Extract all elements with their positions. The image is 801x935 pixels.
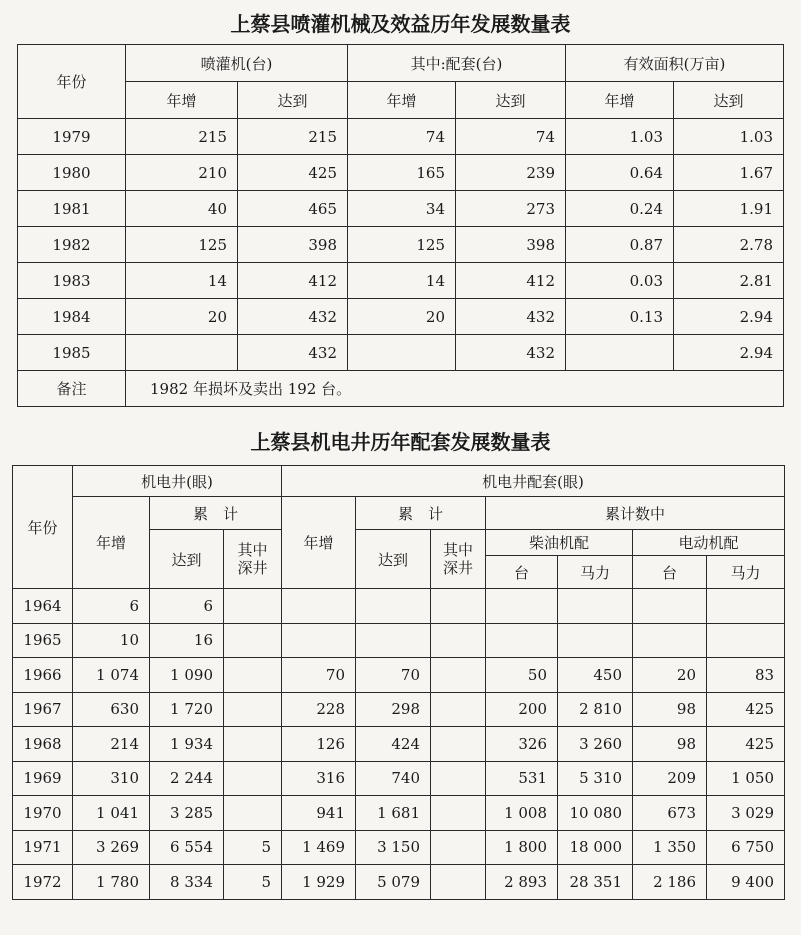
table-row bbox=[13, 727, 785, 762]
sprinkler-annual-cell bbox=[126, 335, 238, 371]
diesel-hp-cell: 450 bbox=[558, 658, 633, 693]
wells-header: 机电井(眼) bbox=[73, 466, 282, 497]
diesel-hp-cell bbox=[558, 589, 633, 624]
year-cell: 1970 bbox=[13, 796, 73, 831]
reach-header: 达到 bbox=[150, 530, 224, 589]
wells-annual-cell: 3 269 bbox=[73, 830, 150, 865]
year-cell: 1968 bbox=[13, 727, 73, 762]
wells-reach-cell: 1 934 bbox=[150, 727, 224, 762]
matching-reach-cell bbox=[356, 623, 431, 658]
matching-deep-cell bbox=[431, 692, 486, 727]
sprinkler-annual-cell: 14 bbox=[126, 263, 238, 299]
electric-hp-cell: 6 750 bbox=[707, 830, 785, 865]
sprinkler-reach-cell: 432 bbox=[238, 335, 348, 371]
matching-reach-cell: 412 bbox=[456, 263, 566, 299]
electric-units-cell: 1 350 bbox=[633, 830, 707, 865]
matching-annual-cell: 941 bbox=[282, 796, 356, 831]
wells-reach-cell: 2 244 bbox=[150, 761, 224, 796]
table-row bbox=[18, 227, 784, 263]
table-row bbox=[18, 299, 784, 335]
matching-annual-cell: 20 bbox=[348, 299, 456, 335]
year-cell: 1966 bbox=[13, 658, 73, 693]
year-header: 年份 bbox=[13, 466, 73, 589]
area-annual-cell: 0.87 bbox=[566, 227, 674, 263]
diesel-units-cell: 50 bbox=[486, 658, 558, 693]
reach-header: 达到 bbox=[456, 82, 566, 119]
matching-deep-cell bbox=[431, 727, 486, 762]
electric-units-cell: 209 bbox=[633, 761, 707, 796]
wells-annual-cell: 310 bbox=[73, 761, 150, 796]
table-row bbox=[13, 658, 785, 693]
wells-annual-cell: 10 bbox=[73, 623, 150, 658]
matching-annual-cell: 126 bbox=[282, 727, 356, 762]
cumulative-among-header: 累计数中 bbox=[486, 497, 785, 530]
wells-reach-cell: 3 285 bbox=[150, 796, 224, 831]
horsepower-header: 马力 bbox=[558, 556, 633, 589]
horsepower-header: 马力 bbox=[707, 556, 785, 589]
matching-reach-cell: 239 bbox=[456, 155, 566, 191]
year-cell: 1972 bbox=[13, 865, 73, 900]
table-row bbox=[18, 155, 784, 191]
area-reach-cell: 1.03 bbox=[674, 119, 784, 155]
electric-hp-cell bbox=[707, 623, 785, 658]
year-cell: 1984 bbox=[18, 299, 126, 335]
wells-annual-cell: 6 bbox=[73, 589, 150, 624]
wells-reach-cell: 1 720 bbox=[150, 692, 224, 727]
table-row bbox=[13, 761, 785, 796]
matching-annual-cell: 34 bbox=[348, 191, 456, 227]
cumulative-header: 累 计 bbox=[150, 497, 282, 530]
matching-reach-cell: 74 bbox=[456, 119, 566, 155]
wells-deep-cell: 5 bbox=[224, 830, 282, 865]
matching-annual-cell: 1 469 bbox=[282, 830, 356, 865]
electric-units-cell: 673 bbox=[633, 796, 707, 831]
matching-reach-cell: 298 bbox=[356, 692, 431, 727]
year-cell: 1969 bbox=[13, 761, 73, 796]
wells-deep-cell bbox=[224, 761, 282, 796]
area-reach-cell: 2.81 bbox=[674, 263, 784, 299]
reach-header: 达到 bbox=[674, 82, 784, 119]
table-row bbox=[13, 865, 785, 900]
matching-annual-cell bbox=[282, 589, 356, 624]
year-cell: 1980 bbox=[18, 155, 126, 191]
wells-deep-cell bbox=[224, 658, 282, 693]
deep-well-header: 其中 深井 bbox=[224, 530, 282, 589]
year-cell: 1981 bbox=[18, 191, 126, 227]
matching-annual-cell: 165 bbox=[348, 155, 456, 191]
diesel-hp-cell: 10 080 bbox=[558, 796, 633, 831]
sprinkler-reach-cell: 425 bbox=[238, 155, 348, 191]
year-cell: 1967 bbox=[13, 692, 73, 727]
wells-annual-cell: 1 074 bbox=[73, 658, 150, 693]
annual-header: 年增 bbox=[126, 82, 238, 119]
diesel-hp-cell: 3 260 bbox=[558, 727, 633, 762]
area-reach-cell: 1.91 bbox=[674, 191, 784, 227]
electric-units-cell bbox=[633, 623, 707, 658]
reach-header: 达到 bbox=[356, 530, 431, 589]
electric-hp-cell: 83 bbox=[707, 658, 785, 693]
matching-annual-cell: 14 bbox=[348, 263, 456, 299]
matching-reach-cell bbox=[356, 589, 431, 624]
matching-reach-cell: 432 bbox=[456, 299, 566, 335]
note-label: 备注 bbox=[18, 371, 126, 407]
sprinkler-annual-cell: 20 bbox=[126, 299, 238, 335]
diesel-units-cell: 1 008 bbox=[486, 796, 558, 831]
matching-reach-cell: 398 bbox=[456, 227, 566, 263]
electric-units-cell bbox=[633, 589, 707, 624]
diesel-units-cell: 1 800 bbox=[486, 830, 558, 865]
annual-header: 年增 bbox=[348, 82, 456, 119]
matching-reach-cell: 5 079 bbox=[356, 865, 431, 900]
diesel-hp-cell: 5 310 bbox=[558, 761, 633, 796]
area-reach-cell: 2.94 bbox=[674, 299, 784, 335]
wells-reach-cell: 1 090 bbox=[150, 658, 224, 693]
table-row bbox=[18, 335, 784, 371]
area-annual-cell: 0.24 bbox=[566, 191, 674, 227]
year-cell: 1971 bbox=[13, 830, 73, 865]
matching-deep-cell bbox=[431, 589, 486, 624]
wells-deep-cell bbox=[224, 589, 282, 624]
area-annual-cell: 0.64 bbox=[566, 155, 674, 191]
diesel-hp-cell: 18 000 bbox=[558, 830, 633, 865]
table-row bbox=[13, 623, 785, 658]
matching-reach-cell: 3 150 bbox=[356, 830, 431, 865]
diesel-units-cell: 200 bbox=[486, 692, 558, 727]
year-cell: 1965 bbox=[13, 623, 73, 658]
diesel-units-cell: 2 893 bbox=[486, 865, 558, 900]
table-row bbox=[13, 796, 785, 831]
matching-annual-cell: 1 929 bbox=[282, 865, 356, 900]
wells-deep-cell bbox=[224, 727, 282, 762]
units-header: 台 bbox=[633, 556, 707, 589]
matching-reach-cell: 273 bbox=[456, 191, 566, 227]
table-row bbox=[18, 119, 784, 155]
electric-hp-cell: 425 bbox=[707, 692, 785, 727]
area-annual-cell: 0.13 bbox=[566, 299, 674, 335]
matching-reach-cell: 740 bbox=[356, 761, 431, 796]
table-row bbox=[18, 191, 784, 227]
year-cell: 1985 bbox=[18, 335, 126, 371]
electric-hp-cell: 3 029 bbox=[707, 796, 785, 831]
diesel-units-cell bbox=[486, 589, 558, 624]
sprinkler-annual-cell: 210 bbox=[126, 155, 238, 191]
table-row bbox=[18, 263, 784, 299]
cumulative-header: 累 计 bbox=[356, 497, 486, 530]
electric-units-cell: 2 186 bbox=[633, 865, 707, 900]
matching-annual-cell: 125 bbox=[348, 227, 456, 263]
wells-deep-cell bbox=[224, 796, 282, 831]
matching-deep-cell bbox=[431, 761, 486, 796]
sprinkler-reach-cell: 412 bbox=[238, 263, 348, 299]
table-row bbox=[13, 692, 785, 727]
wells-deep-cell bbox=[224, 623, 282, 658]
electric-units-cell: 98 bbox=[633, 727, 707, 762]
year-cell: 1983 bbox=[18, 263, 126, 299]
matching-annual-cell: 228 bbox=[282, 692, 356, 727]
area-reach-cell: 2.78 bbox=[674, 227, 784, 263]
area-annual-cell: 1.03 bbox=[566, 119, 674, 155]
sprinkler-reach-cell: 398 bbox=[238, 227, 348, 263]
matching-header: 其中:配套(台) bbox=[348, 45, 566, 82]
year-header: 年份 bbox=[18, 45, 126, 119]
wells-annual-cell: 630 bbox=[73, 692, 150, 727]
sprinkler-header: 喷灌机(台) bbox=[126, 45, 348, 82]
electric-hp-cell: 9 400 bbox=[707, 865, 785, 900]
sprinkler-reach-cell: 432 bbox=[238, 299, 348, 335]
diesel-hp-cell: 28 351 bbox=[558, 865, 633, 900]
note-text: 1982 年损坏及卖出 192 台。 bbox=[126, 371, 784, 407]
wells-annual-cell: 1 780 bbox=[73, 865, 150, 900]
year-cell: 1979 bbox=[18, 119, 126, 155]
area-header: 有效面积(万亩) bbox=[566, 45, 784, 82]
wells-reach-cell: 6 bbox=[150, 589, 224, 624]
units-header: 台 bbox=[486, 556, 558, 589]
matching-deep-cell bbox=[431, 830, 486, 865]
matching-annual-cell bbox=[348, 335, 456, 371]
electric-header: 电动机配 bbox=[633, 530, 785, 556]
year-cell: 1964 bbox=[13, 589, 73, 624]
diesel-units-cell bbox=[486, 623, 558, 658]
sprinkler-reach-cell: 215 bbox=[238, 119, 348, 155]
matching-reach-cell: 70 bbox=[356, 658, 431, 693]
matching-annual-cell bbox=[282, 623, 356, 658]
wells-reach-cell: 16 bbox=[150, 623, 224, 658]
electric-units-cell: 98 bbox=[633, 692, 707, 727]
table-row bbox=[13, 830, 785, 865]
matching-deep-cell bbox=[431, 658, 486, 693]
diesel-units-cell: 326 bbox=[486, 727, 558, 762]
table1-title: 上蔡县喷灌机械及效益历年发展数量表 bbox=[230, 12, 571, 36]
matching-annual-cell: 74 bbox=[348, 119, 456, 155]
matching-reach-cell: 1 681 bbox=[356, 796, 431, 831]
diesel-hp-cell bbox=[558, 623, 633, 658]
well-matching-header: 机电井配套(眼) bbox=[282, 466, 785, 497]
wells-deep-cell bbox=[224, 692, 282, 727]
wells-annual-cell: 214 bbox=[73, 727, 150, 762]
diesel-header: 柴油机配 bbox=[486, 530, 633, 556]
table2-title: 上蔡县机电井历年配套发展数量表 bbox=[250, 430, 551, 454]
diesel-units-cell: 531 bbox=[486, 761, 558, 796]
wells-reach-cell: 6 554 bbox=[150, 830, 224, 865]
area-annual-cell: 0.03 bbox=[566, 263, 674, 299]
electric-hp-cell: 425 bbox=[707, 727, 785, 762]
reach-header: 达到 bbox=[238, 82, 348, 119]
sprinkler-annual-cell: 40 bbox=[126, 191, 238, 227]
diesel-hp-cell: 2 810 bbox=[558, 692, 633, 727]
electric-hp-cell: 1 050 bbox=[707, 761, 785, 796]
matching-deep-cell bbox=[431, 796, 486, 831]
deep-well-header: 其中 深井 bbox=[431, 530, 486, 589]
area-annual-cell bbox=[566, 335, 674, 371]
annual-header: 年增 bbox=[73, 497, 150, 589]
area-reach-cell: 2.94 bbox=[674, 335, 784, 371]
sprinkler-annual-cell: 215 bbox=[126, 119, 238, 155]
wells-reach-cell: 8 334 bbox=[150, 865, 224, 900]
annual-header: 年增 bbox=[282, 497, 356, 589]
table-row bbox=[13, 589, 785, 624]
area-reach-cell: 1.67 bbox=[674, 155, 784, 191]
wells-annual-cell: 1 041 bbox=[73, 796, 150, 831]
wells-deep-cell: 5 bbox=[224, 865, 282, 900]
annual-header: 年增 bbox=[566, 82, 674, 119]
matching-deep-cell bbox=[431, 865, 486, 900]
sprinkler-reach-cell: 465 bbox=[238, 191, 348, 227]
sprinkler-annual-cell: 125 bbox=[126, 227, 238, 263]
matching-annual-cell: 316 bbox=[282, 761, 356, 796]
matching-reach-cell: 432 bbox=[456, 335, 566, 371]
electric-units-cell: 20 bbox=[633, 658, 707, 693]
year-cell: 1982 bbox=[18, 227, 126, 263]
matching-annual-cell: 70 bbox=[282, 658, 356, 693]
electric-hp-cell bbox=[707, 589, 785, 624]
sprinkler-table bbox=[17, 44, 784, 407]
matching-deep-cell bbox=[431, 623, 486, 658]
well-table bbox=[12, 465, 785, 900]
matching-reach-cell: 424 bbox=[356, 727, 431, 762]
